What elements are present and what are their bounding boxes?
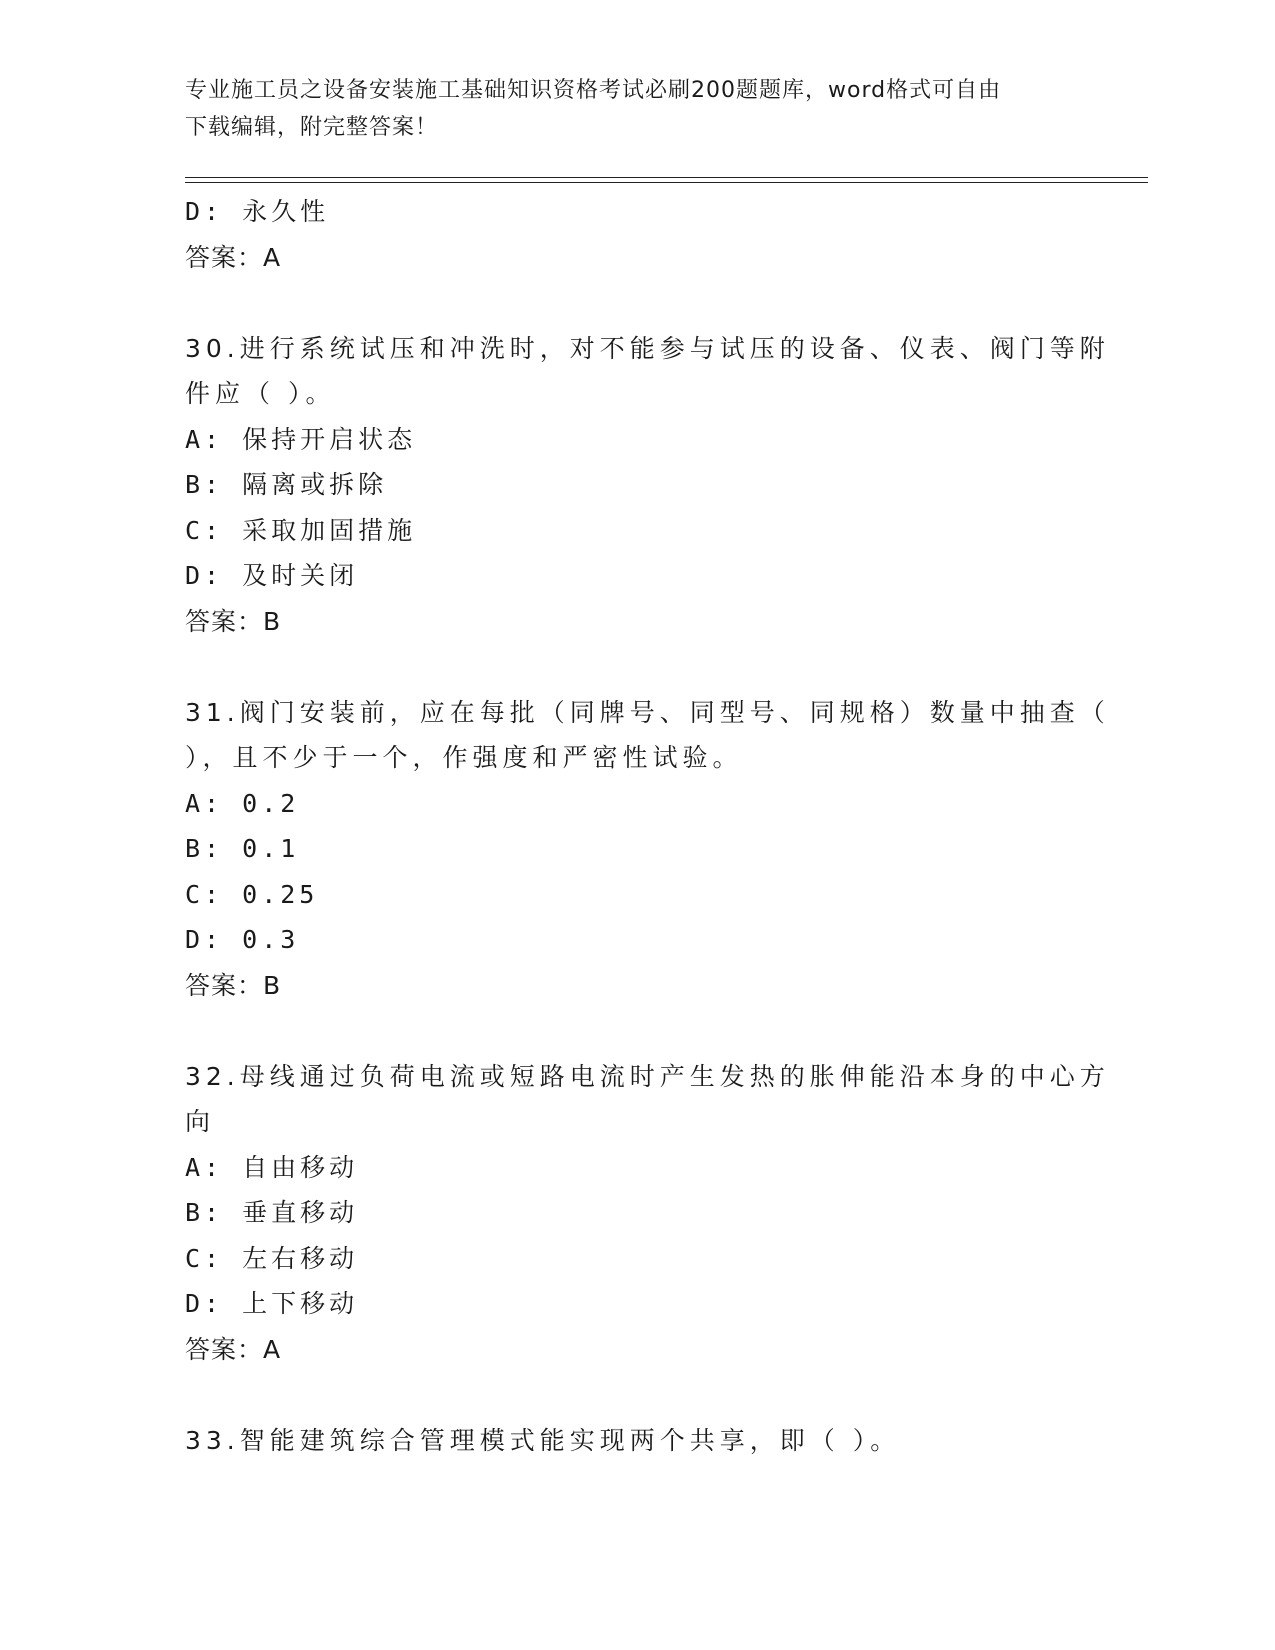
answer: 答案：A xyxy=(185,242,282,272)
option-a: A: 保持开启状态 xyxy=(185,424,417,454)
option-d: D: 0.3 xyxy=(185,925,300,954)
answer: 答案：B xyxy=(185,970,282,1000)
question-stem: 31.阀门安装前，应在每批（同牌号、同型号、同规格）数量中抽查（ xyxy=(185,697,1110,727)
question-stem: 32.母线通过负荷电流或短路电流时产生发热的胀伸能沿本身的中心方 xyxy=(185,1061,1110,1091)
option-c: C: 0.25 xyxy=(185,879,319,909)
question-30 xyxy=(185,326,1110,645)
option-b: B: 0.1 xyxy=(185,834,300,863)
question-32 xyxy=(185,1054,1110,1373)
answer: 答案：B xyxy=(185,606,282,636)
header-line-2: 下载编辑，附完整答案！ xyxy=(185,115,439,140)
header-rule-bottom xyxy=(185,182,1148,183)
option-c: C: 左右移动 xyxy=(185,1243,359,1273)
option-c: C: 采取加固措施 xyxy=(185,515,417,545)
question-stem-cont: ），且不少于一个，作强度和严密性试验。 xyxy=(185,743,743,772)
question-33 xyxy=(185,1418,1085,1464)
option-d: D: 及时关闭 xyxy=(185,561,359,590)
option-d: D: 上下移动 xyxy=(185,1289,359,1318)
answer: 答案：A xyxy=(185,1334,282,1364)
header-rule-top xyxy=(185,177,1148,178)
option-a: A: 0.2 xyxy=(185,788,300,818)
document-header xyxy=(185,72,1085,146)
option-b: B: 垂直移动 xyxy=(185,1198,359,1227)
question-list xyxy=(185,189,1110,1463)
question-stem: 30.进行系统试压和冲洗时，对不能参与试压的设备、仪表、阀门等附 xyxy=(185,333,1110,363)
prev-question xyxy=(185,189,1085,280)
option-d: D: 永久性 xyxy=(185,197,330,226)
header-line-1: 专业施工员之设备安装施工基础知识资格考试必刷200题题库，word格式可自由 xyxy=(185,78,1002,103)
question-stem: 33.智能建筑综合管理模式能实现两个共享，即（ ）。 xyxy=(185,1425,901,1455)
option-b: B: 隔离或拆除 xyxy=(185,470,388,499)
question-stem-cont: 向 xyxy=(185,1107,216,1136)
option-a: A: 自由移动 xyxy=(185,1152,359,1182)
question-31 xyxy=(185,690,1110,1009)
question-stem-cont: 件应（ ）。 xyxy=(185,379,336,408)
